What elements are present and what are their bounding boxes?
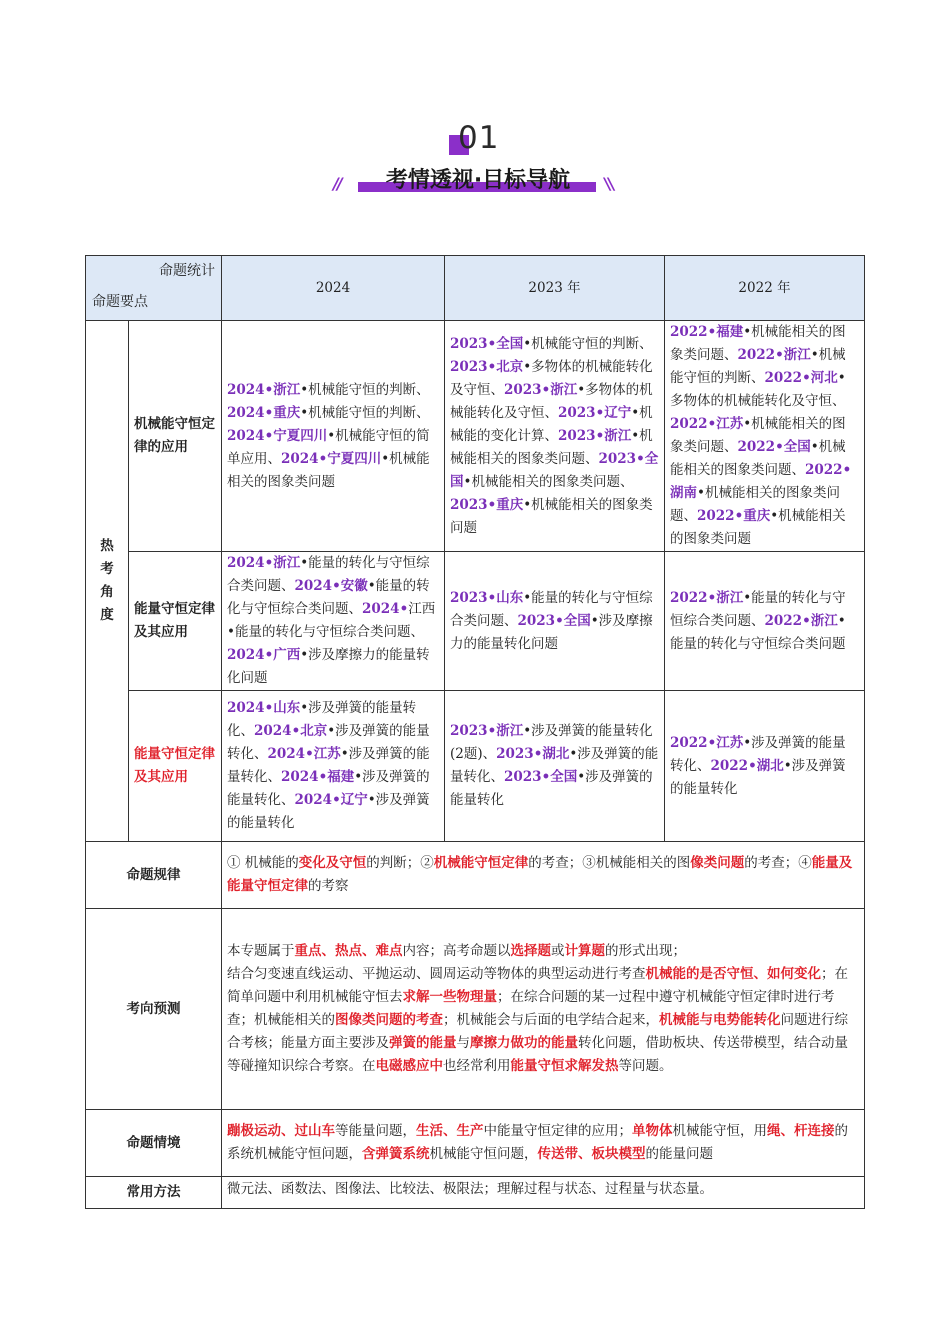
exam-source-tag: 2022•江苏 xyxy=(670,416,744,432)
text-segment: 的判断；② xyxy=(366,855,434,871)
section-title: 考情透视·目标导航 xyxy=(385,168,571,193)
cell-2022 xyxy=(665,552,865,691)
exam-source-tag: 2024•宁夏四川 xyxy=(227,427,328,444)
exam-source-tag: 2022•全国 xyxy=(737,439,811,455)
text-segment: 的考查；③机械能相关的图 xyxy=(528,855,691,871)
text-segment: •能量的转化与守恒综合类问题、 xyxy=(450,589,653,629)
text-segment: 内容；高考命题以 xyxy=(402,943,511,959)
methods-content xyxy=(222,1177,865,1209)
exam-source-tag: 2023•全国 xyxy=(450,335,524,352)
text-segment: 中能量守恒定律的应用； xyxy=(483,1123,632,1139)
exam-source-tag: 2024•重庆 xyxy=(227,404,301,421)
highlight-text: 计算题 xyxy=(564,943,605,959)
exam-source-tag: 2022•重庆 xyxy=(697,508,771,524)
table-row xyxy=(86,321,865,552)
text-segment: •涉及摩擦力的能量转化问题 xyxy=(227,647,430,686)
exam-source-tag: 2023•浙江 xyxy=(450,723,524,739)
text-segment: •机械能相关的图象类问题、 xyxy=(670,416,846,455)
exam-source-tag: 2022•浙江 xyxy=(737,347,811,363)
exam-source-tag: 2024•浙江 xyxy=(227,381,301,398)
left-slash-decoration: // xyxy=(333,174,341,193)
situation-label: 命题情境 xyxy=(86,1110,222,1177)
text-segment: •涉及弹簧的能量转化、 xyxy=(227,746,430,785)
situation-content xyxy=(222,1110,865,1177)
cell-2022 xyxy=(665,691,865,842)
highlight-text: 选择题 xyxy=(510,943,551,959)
text-segment: 的考查；④ xyxy=(744,855,812,871)
text-segment: •涉及弹簧的能量转化、 xyxy=(227,700,417,739)
text-segment: •涉及弹簧的能量转化 xyxy=(450,769,653,808)
row-label: 能量守恒定律及其应用 xyxy=(129,552,222,691)
highlight-text: 单物体 xyxy=(632,1123,673,1139)
text-segment: 的考察 xyxy=(308,878,349,894)
text-segment: •机械能相关的图象类问题 xyxy=(227,450,430,490)
text-segment: •能量的转化与守恒综合类问题、 xyxy=(227,578,430,617)
exam-source-tag: 2022•湖南 xyxy=(670,462,852,501)
highlight-text: 像类问题 xyxy=(690,855,745,871)
highlight-text: 含弹簧系统 xyxy=(362,1146,430,1162)
highlight-text: 摩擦力做功的能量 xyxy=(470,1035,578,1051)
text-segment: •机械能相关的图象类问题、 xyxy=(670,439,846,478)
corner-bottom-label: 命题要点 xyxy=(92,294,148,310)
text-segment: •涉及弹簧的能量转化、 xyxy=(670,734,846,774)
cell-2023 xyxy=(445,321,665,552)
row-label: 能量守恒定律及其应用 xyxy=(129,691,222,842)
exam-source-tag: 2024•福建 xyxy=(281,769,355,785)
highlight-text: 传送带、板块模型 xyxy=(537,1146,646,1162)
text-segment: 的系统机械能守恒问题， xyxy=(227,1123,848,1162)
text-segment: •机械能的变化计算、 xyxy=(450,404,653,444)
text-segment: •机械能守恒的判断、 xyxy=(523,335,653,352)
exam-source-tag: 2023•湖北 xyxy=(496,746,570,762)
text-segment: •机械能守恒的判断、 xyxy=(300,381,430,398)
text-segment: •涉及弹簧的能量转化 xyxy=(227,792,430,831)
highlight-text: 机械能与电势能转化 xyxy=(659,1012,781,1028)
exam-source-tag: 2023•北京 xyxy=(450,358,524,375)
hot-topics-label: 热 考 角 度 xyxy=(86,321,129,842)
year-header-2024: 2024 xyxy=(222,256,445,321)
exam-source-tag: 2023•浙江 xyxy=(558,427,632,444)
table-row xyxy=(86,691,865,842)
text-segment: 的形式出现； xyxy=(605,943,686,959)
highlight-text: 电磁感应中 xyxy=(375,1058,443,1074)
text-segment: 机械能守恒问题， xyxy=(429,1146,538,1162)
exam-source-tag: 2022•福建 xyxy=(670,324,744,340)
corner-top-label: 命题统计 xyxy=(159,263,215,279)
highlight-text: 绳、杆连接 xyxy=(767,1123,835,1139)
exam-source-tag: 2023•山东 xyxy=(450,589,524,606)
methods-label: 常用方法 xyxy=(86,1177,222,1209)
exam-source-tag: 2024•广西 xyxy=(227,647,301,663)
text-segment: •机械能相关的图象类问题、 xyxy=(450,427,653,467)
text-segment: •涉及弹簧的能量转化 xyxy=(670,757,846,797)
cell-2023 xyxy=(445,691,665,842)
text-segment: •能量的转化与守恒综合类问题、 xyxy=(227,555,430,594)
text-segment: 等问题。 xyxy=(618,1058,673,1074)
exam-source-tag: 2022•浙江 xyxy=(670,589,744,606)
highlight-text: 变化及守恒 xyxy=(298,855,367,871)
text-segment: 或 xyxy=(551,943,565,959)
situation-row xyxy=(86,1110,865,1177)
highlight-text: 生活、生产 xyxy=(416,1123,484,1139)
text-segment: •多物体的机械能转化及守恒、 xyxy=(450,381,653,421)
text-segment: •涉及弹簧的能量转化、 xyxy=(450,746,659,785)
exam-source-tag: 2024•北京 xyxy=(254,723,328,739)
text-segment: 转化问题，借助板块、传送带模型，结合动量等碰撞知识综合考察。在 xyxy=(227,1035,848,1074)
exam-source-tag: 2023•全国 xyxy=(517,612,591,629)
text-segment: 结合匀变速直线运动、平抛运动、圆周运动等物体的典型运动进行考查 xyxy=(227,966,646,982)
exam-source-tag: 2022•江苏 xyxy=(670,734,744,751)
text-segment: •机械能相关的图象类问题、 xyxy=(670,324,846,363)
text-segment: •机械能守恒的判断、 xyxy=(670,347,846,386)
text-segment: •涉及弹簧的能量转化、 xyxy=(227,723,430,762)
row-label: 机械能守恒定律的应用 xyxy=(129,321,222,552)
text-segment: ；机械能会与后面的电学结合起来， xyxy=(443,1012,659,1028)
text-segment: •多物体的机械能转化及守恒、 xyxy=(670,370,846,409)
highlight-text: 重点、热点、难点 xyxy=(294,943,403,959)
year-header-2023: 2023 年 xyxy=(445,256,665,321)
forecast-label: 考向预测 xyxy=(86,909,222,1110)
cell-2023 xyxy=(445,552,665,691)
text-segment: 本专题属于 xyxy=(227,943,295,959)
text-segment: •机械能守恒的判断、 xyxy=(300,404,430,421)
text-segment: 与 xyxy=(456,1035,470,1051)
methods-row xyxy=(86,1177,865,1209)
text-segment: •机械能相关的图象类问题 xyxy=(450,496,653,536)
exam-source-tag: 2024•宁夏四川 xyxy=(281,450,382,467)
exam-source-tag: 2024•山东 xyxy=(227,700,301,716)
text-segment: 机械能守恒，用 xyxy=(672,1123,767,1139)
text-segment: •机械能相关的图象类问题、 xyxy=(670,485,840,524)
exam-source-tag: 2023•全国 xyxy=(450,450,659,490)
exam-source-tag: 2022•浙江 xyxy=(764,612,838,629)
highlight-text: 能量及能量守恒定律 xyxy=(227,855,853,894)
text-segment: 问题进行综合考核；能量方面主要涉及 xyxy=(227,1012,848,1051)
text-segment: •涉及摩擦力的能量转化问题 xyxy=(450,612,653,652)
highlight-text: 机械能守恒定律 xyxy=(433,855,529,871)
exam-source-tag: 2023•辽宁 xyxy=(558,404,632,421)
exam-source-tag: 2024• xyxy=(362,601,409,617)
text-segment: ；在综合问题的某一过程中遵守机械能守恒定律时进行考查；机械能相关的 xyxy=(227,989,835,1028)
text-segment: •能量的转化与守恒综合类问题 xyxy=(670,612,846,652)
text-segment: •多物体的机械能转化及守恒、 xyxy=(450,358,653,398)
highlight-text: 机械能的是否守恒、如何变化 xyxy=(645,966,821,982)
exam-analysis-table xyxy=(85,255,865,1209)
highlight-text: 弹簧的能量 xyxy=(389,1035,457,1051)
text-segment: 江西•能量的转化与守恒综合类问题、 xyxy=(227,601,436,640)
text-segment: 微元法、函数法、图像法、比较法、极限法；理解过程与状态、过程量与状态量。 xyxy=(227,1181,713,1197)
right-slash-decoration: // xyxy=(606,174,614,193)
exam-source-tag: 2024•江苏 xyxy=(267,746,341,762)
text-segment: •能量的转化与守恒综合类问题、 xyxy=(670,589,846,629)
text-segment: •机械能守恒的简单应用、 xyxy=(227,427,430,467)
highlight-text: 求解一些物理量 xyxy=(402,989,497,1005)
cell-2024 xyxy=(222,552,445,691)
text-segment: 等能量问题， xyxy=(335,1123,416,1139)
exam-source-tag: 2024•安徽 xyxy=(294,578,368,594)
cell-2024 xyxy=(222,321,445,552)
corner-header-cell xyxy=(86,256,222,321)
text-segment: •涉及弹簧的能量转化(2题)、 xyxy=(450,723,653,762)
exam-source-tag: 2022•湖北 xyxy=(710,757,784,774)
exam-source-tag: 2023•全国 xyxy=(504,769,578,785)
table-header-row xyxy=(86,256,865,321)
exam-source-tag: 2022•河北 xyxy=(764,370,838,386)
year-header-2022: 2022 年 xyxy=(665,256,865,321)
section-number: 01 xyxy=(458,120,500,156)
cell-2022 xyxy=(665,321,865,552)
highlight-text: 蹦极运动、过山车 xyxy=(227,1123,335,1139)
exam-source-tag: 2024•辽宁 xyxy=(294,792,368,808)
text-segment: •涉及弹簧的能量转化、 xyxy=(227,769,430,808)
exam-source-tag: 2023•浙江 xyxy=(504,381,578,398)
forecast-content xyxy=(222,909,865,1110)
highlight-text: 能量守恒求解发热 xyxy=(510,1058,619,1074)
text-segment: 的能量问题 xyxy=(645,1146,713,1162)
laws-label: 命题规律 xyxy=(86,842,222,909)
laws-row xyxy=(86,842,865,909)
text-segment: ；在简单问题中利用机械能守恒去 xyxy=(227,966,848,1005)
laws-content xyxy=(222,842,865,909)
text-segment: •机械能相关的图象类问题 xyxy=(670,508,846,547)
forecast-row xyxy=(86,909,865,1110)
cell-2024 xyxy=(222,691,445,842)
highlight-text: 图像类问题的考查 xyxy=(335,1012,443,1028)
text-segment: 也经常利用 xyxy=(443,1058,511,1074)
exam-source-tag: 2024•浙江 xyxy=(227,555,301,571)
exam-source-tag: 2023•重庆 xyxy=(450,496,524,513)
table-row xyxy=(86,552,865,691)
text-segment: ① 机械能的 xyxy=(227,855,299,871)
text-segment: •机械能相关的图象类问题、 xyxy=(463,473,634,490)
